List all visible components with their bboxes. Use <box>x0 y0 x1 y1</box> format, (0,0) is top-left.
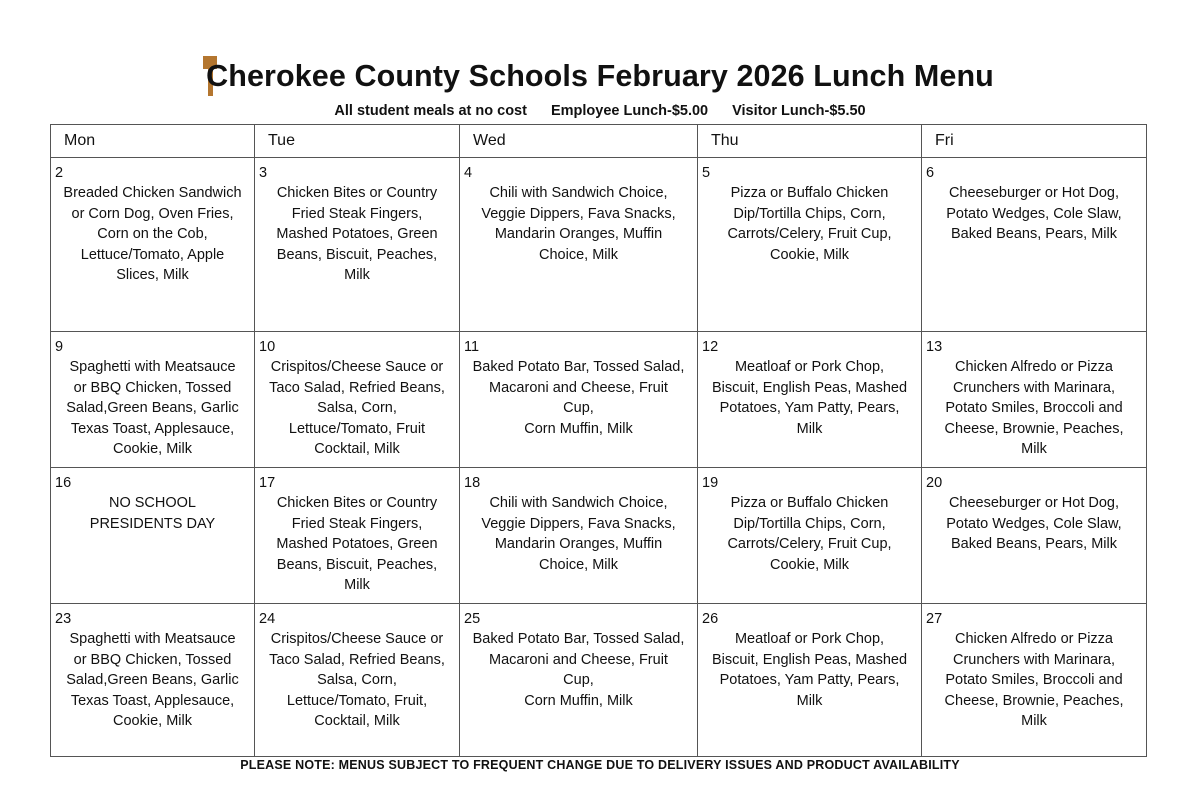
price-info <box>0 103 1200 119</box>
day-number: 26 <box>702 611 719 627</box>
day-cell <box>255 604 460 757</box>
day-number: 25 <box>464 611 481 627</box>
day-cell <box>460 468 698 604</box>
day-cell <box>698 158 922 332</box>
day-cell <box>255 332 460 468</box>
day-menu: Crispitos/Cheese Sauce or Taco Salad, Refried Beans, Salsa, Corn, Lettuce/Tomato, Fruit, Cocktail, Milk <box>269 631 445 729</box>
day-number: 9 <box>55 339 64 355</box>
day-menu: Chicken Bites or Country Fried Steak Fingers, Mashed Potatoes, Green Beans, Biscuit, Peaches, Milk <box>276 495 438 593</box>
day-number: 20 <box>926 475 943 491</box>
day-cell <box>51 158 255 332</box>
weekday-header-row <box>51 125 1147 158</box>
day-menu: NO SCHOOL PRESIDENTS DAY <box>89 495 216 532</box>
visitor-price: Visitor Lunch-$5.50 <box>732 103 866 119</box>
day-number: 10 <box>259 339 276 355</box>
day-number: 5 <box>702 165 711 181</box>
day-cell <box>698 468 922 604</box>
day-number: 2 <box>55 165 64 181</box>
day-cell <box>51 332 255 468</box>
col-header-tue: Tue <box>255 125 460 158</box>
day-menu: Spaghetti with Meatsauce or BBQ Chicken, Tossed Salad,Green Beans, Garlic Texas Toast, Applesauce, Cookie, Milk <box>66 631 239 729</box>
day-menu: Pizza or Buffalo Chicken Dip/Tortilla Chips, Corn, Carrots/Celery, Fruit Cup, Cookie, Milk <box>727 185 892 263</box>
day-menu: Chicken Bites or Country Fried Steak Fingers, Mashed Potatoes, Green Beans, Biscuit, Peaches, Milk <box>276 185 438 283</box>
menu-change-note: PLEASE NOTE: MENUS SUBJECT TO FREQUENT CHANGE DUE TO DELIVERY ISSUES AND PRODUCT AVAILABILITY <box>240 758 960 772</box>
day-cell <box>255 158 460 332</box>
day-cell <box>698 604 922 757</box>
day-cell <box>698 332 922 468</box>
day-menu: Baked Potato Bar, Tossed Salad, Macaroni and Cheese, Fruit Cup, Corn Muffin, Milk <box>472 359 685 437</box>
day-menu: Meatloaf or Pork Chop, Biscuit, English Peas, Mashed Potatoes, Yam Patty, Pears, Milk <box>711 631 908 709</box>
day-cell <box>922 604 1147 757</box>
week-row <box>51 604 1147 757</box>
day-cell <box>922 158 1147 332</box>
col-header-mon: Mon <box>51 125 255 158</box>
day-number: 3 <box>259 165 268 181</box>
day-cell <box>51 468 255 604</box>
day-menu: Meatloaf or Pork Chop, Biscuit, English Peas, Mashed Potatoes, Yam Patty, Pears, Milk <box>711 359 908 437</box>
day-cell <box>460 332 698 468</box>
day-cell <box>460 604 698 757</box>
day-cell <box>922 468 1147 604</box>
day-number: 27 <box>926 611 943 627</box>
day-number: 6 <box>926 165 935 181</box>
week-row <box>51 332 1147 468</box>
day-number: 23 <box>55 611 72 627</box>
day-cell <box>51 604 255 757</box>
day-number: 4 <box>464 165 473 181</box>
day-number: 12 <box>702 339 719 355</box>
day-cell <box>460 158 698 332</box>
day-menu: Chicken Alfredo or Pizza Crunchers with Marinara, Potato Smiles, Broccoli and Cheese, Brownie, Peaches, Milk <box>944 631 1124 729</box>
day-menu: Baked Potato Bar, Tossed Salad, Macaroni and Cheese, Fruit Cup, Corn Muffin, Milk <box>472 631 685 709</box>
col-header-fri: Fri <box>922 125 1147 158</box>
day-number: 17 <box>259 475 276 491</box>
day-menu: Chili with Sandwich Choice, Veggie Dippers, Fava Snacks, Mandarin Oranges, Muffin Choice, Milk <box>481 495 676 573</box>
student-meals-note: All student meals at no cost <box>334 103 527 119</box>
day-menu: Chicken Alfredo or Pizza Crunchers with Marinara, Potato Smiles, Broccoli and Cheese, Brownie, Peaches, Milk <box>944 359 1124 457</box>
day-menu: Breaded Chicken Sandwich or Corn Dog, Oven Fries, Corn on the Cob, Lettuce/Tomato, Apple Slices, Milk <box>63 185 242 283</box>
day-number: 19 <box>702 475 719 491</box>
day-number: 11 <box>464 339 480 355</box>
day-menu: Spaghetti with Meatsauce or BBQ Chicken, Tossed Salad,Green Beans, Garlic Texas Toast, Applesauce, Cookie, Milk <box>66 359 239 457</box>
week-row <box>51 158 1147 332</box>
employee-price: Employee Lunch-$5.00 <box>550 103 709 119</box>
day-cell <box>255 468 460 604</box>
day-menu: Cheeseburger or Hot Dog, Potato Wedges, Cole Slaw, Baked Beans, Pears, Milk <box>946 495 1122 552</box>
day-cell <box>922 332 1147 468</box>
col-header-wed: Wed <box>460 125 698 158</box>
day-number: 13 <box>926 339 943 355</box>
day-number: 24 <box>259 611 276 627</box>
day-menu: Chili with Sandwich Choice, Veggie Dippers, Fava Snacks, Mandarin Oranges, Muffin Choice, Milk <box>481 185 676 263</box>
day-menu: Pizza or Buffalo Chicken Dip/Tortilla Chips, Corn, Carrots/Celery, Fruit Cup, Cookie, Milk <box>727 495 892 573</box>
day-number: 18 <box>464 475 481 491</box>
col-header-thu: Thu <box>698 125 922 158</box>
page-title: Cherokee County Schools February 2026 Lunch Menu <box>206 59 994 93</box>
day-number: 16 <box>55 475 72 491</box>
week-row <box>51 468 1147 604</box>
day-menu: Crispitos/Cheese Sauce or Taco Salad, Refried Beans, Salsa, Corn, Lettuce/Tomato, Fruit Cocktail, Milk <box>269 359 445 457</box>
menu-calendar <box>50 124 1147 757</box>
day-menu: Cheeseburger or Hot Dog, Potato Wedges, Cole Slaw, Baked Beans, Pears, Milk <box>946 185 1122 242</box>
